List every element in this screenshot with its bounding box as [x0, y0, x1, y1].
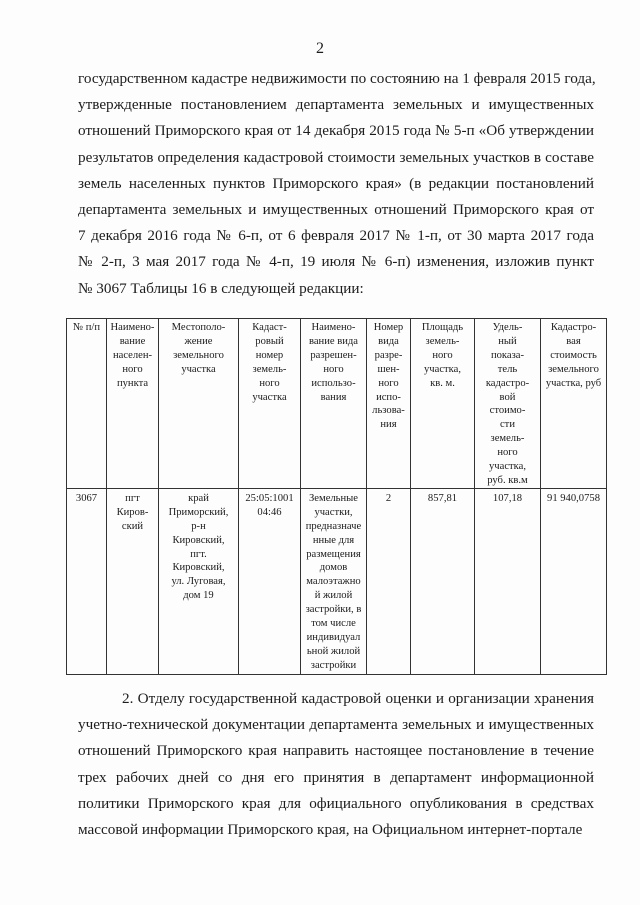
table-cell-text: домов — [319, 562, 348, 574]
column-header-text: сти — [499, 419, 515, 431]
table-cell-6 — [367, 488, 411, 674]
table-cell-text: Земельные — [308, 492, 359, 504]
column-header-text: тель — [497, 363, 518, 375]
column-header-text: стоимо- — [489, 405, 526, 417]
column-header-text: пункта — [116, 377, 149, 389]
cadastral-value-table — [66, 318, 607, 675]
column-header-text: льзова- — [372, 405, 405, 417]
column-header-text: ровый — [255, 335, 284, 347]
intro-line: земель населенных пунктов Приморского края» (в редакции постановлений — [78, 174, 594, 192]
table-cell-text: размещения — [306, 548, 361, 560]
column-header-4 — [239, 319, 301, 489]
column-header-text: Наимено- — [110, 322, 155, 333]
column-header-text: ного — [378, 377, 399, 389]
column-header-text: земель- — [490, 433, 525, 445]
column-header-text: ного — [323, 363, 344, 375]
intro-line: 7 декабря 2016 года № 6-п, от 6 февраля 2017 № 1-п, от 30 марта 2017 года — [78, 227, 594, 245]
closing-line: трех рабочих дней со дня его принятия в департамент информационной — [78, 768, 594, 786]
column-header-text: вой — [499, 391, 516, 403]
column-header-5 — [301, 319, 367, 489]
table-cell-text: пгт. — [190, 548, 207, 560]
column-header-text: земель- — [425, 335, 460, 347]
column-header-text: Номер — [373, 322, 404, 333]
column-header-text: вания — [320, 391, 347, 403]
column-header-text: Наимено- — [311, 322, 356, 333]
column-header-text: вида — [378, 335, 399, 347]
table-cell-2 — [107, 488, 159, 674]
table-cell-text: 91 940,0758 — [547, 492, 600, 504]
column-header-text: Площадь — [421, 322, 464, 333]
table-cell-7 — [411, 488, 475, 674]
column-header-text: ного — [259, 377, 280, 389]
intro-line: № 3067 Таблицы 16 в следующей редакции: — [78, 279, 364, 297]
table-cell-4 — [239, 488, 301, 674]
column-header-text: земельного — [548, 363, 599, 375]
closing-line: учетно-технической документации департамента земельных и имущественных — [78, 716, 594, 734]
column-header-text: участка, — [489, 461, 526, 473]
table-cell-text: дом 19 — [183, 590, 214, 602]
column-header-text: кадастро- — [485, 377, 530, 389]
column-header-text: населен- — [112, 349, 153, 361]
table-cell-text: Приморский, — [168, 506, 229, 518]
column-header-text: руб. кв.м — [487, 474, 528, 486]
closing-line: политики Приморского края для официального опубликования в средствах — [78, 794, 594, 812]
table-cell-text: й жилой — [314, 590, 353, 602]
column-header-text: земель- — [252, 363, 287, 375]
column-header-8 — [475, 319, 541, 489]
table-cell-text: малоэтажно — [306, 576, 361, 588]
table-cell-text: край — [188, 492, 209, 504]
table-cell-text: Киров- — [116, 506, 149, 518]
table-cell-8 — [475, 488, 541, 674]
column-header-text: участка, руб — [545, 377, 602, 389]
intro-line: № 2-п, 3 мая 2017 года № 4-п, 19 июля № 6-п) изменения, изложив пункт — [78, 253, 594, 271]
page-number: 2 — [316, 40, 324, 57]
table-cell-text: 107,18 — [492, 492, 523, 504]
table-cell-text: предназначе — [305, 520, 362, 532]
column-header-1 — [67, 319, 107, 489]
column-header-text: кв. м. — [430, 377, 455, 389]
table-row — [67, 488, 607, 674]
table-cell-text: 857,81 — [427, 492, 458, 504]
column-header-text: ный — [498, 335, 517, 347]
column-header-6 — [367, 319, 411, 489]
column-header-text: Удель- — [492, 322, 523, 333]
table-cell-text: 04:46 — [257, 506, 282, 518]
column-header-text: земельного — [173, 349, 224, 361]
table-cell-text: ьной жилой — [306, 645, 361, 657]
column-header-text: Кадастро- — [550, 322, 597, 333]
column-header-text: номер — [255, 349, 284, 361]
intro-line: отношений Приморского края от 14 декабря 2015 года № 5-п «Об утверждении — [78, 122, 594, 140]
table-cell-text: 2 — [385, 492, 392, 504]
table-cell-9 — [541, 488, 607, 674]
column-header-text: испо- — [376, 391, 401, 403]
column-header-3 — [159, 319, 239, 489]
intro-line: государственном кадастре недвижимости по состоянию на 1 февраля 2015 года, — [78, 70, 596, 87]
column-header-text: вание — [119, 335, 146, 347]
table-cell-text: застройки, в — [305, 604, 362, 616]
column-header-text: вая — [566, 335, 581, 347]
table-cell-text: индивидуал — [306, 631, 361, 643]
table-cell-text: 3067 — [75, 492, 98, 504]
column-header-9 — [541, 319, 607, 489]
closing-line: 2. Отделу государственной кадастровой оценки и организации хранения — [122, 690, 594, 707]
column-header-text: ного — [497, 447, 518, 459]
column-header-7 — [411, 319, 475, 489]
column-header-text: Кадаст- — [252, 322, 287, 333]
column-header-text: Местополо- — [171, 322, 226, 333]
column-header-text: разрешен- — [310, 349, 357, 361]
intro-paragraph — [78, 66, 594, 302]
table-cell-5 — [301, 488, 367, 674]
column-header-text: вание вида — [308, 335, 359, 347]
intro-line: департамента земельных и имущественных отношений Приморского края от — [78, 201, 594, 219]
column-header-text: участка — [252, 391, 287, 403]
table-cell-text: застройки — [310, 659, 357, 671]
closing-line: отношений Приморского края направить настоящее постановление в течение — [78, 742, 594, 760]
column-header-text: участка — [181, 363, 216, 375]
table-cell-text: Кировский, — [172, 534, 225, 546]
table-cell-text: 25:05:1001 — [245, 492, 294, 504]
table-header-row — [67, 319, 607, 489]
table-cell-1 — [67, 488, 107, 674]
column-header-2 — [107, 319, 159, 489]
table-cell-text: ул. Луговая, — [171, 576, 226, 588]
column-header-text: показа- — [490, 349, 525, 361]
column-header-text: шен- — [377, 363, 400, 375]
table-cell-text: пгт — [125, 492, 140, 504]
column-header-text: участка, — [424, 363, 461, 375]
column-header-text: разре- — [374, 349, 403, 361]
table-cell-text: участки, — [314, 506, 353, 518]
closing-paragraph — [78, 686, 594, 843]
table-cell-text: ский — [121, 520, 144, 532]
closing-line: массовой информации Приморского края, на Официальном интернет-портале — [78, 821, 583, 839]
column-header-text: жение — [184, 335, 213, 347]
table-cell-text: нные для — [312, 534, 355, 546]
table-cell-text: том числе — [311, 618, 356, 630]
column-header-text: ного — [122, 363, 143, 375]
table-cell-text: Кировский, — [172, 562, 225, 574]
intro-line: результатов определения кадастровой стоимости земельных участков в составе — [78, 148, 594, 166]
column-header-text: использо- — [311, 377, 356, 389]
column-header-text: стоимость — [550, 349, 597, 361]
table-cell-text: р-н — [191, 520, 206, 532]
column-header-text: ного — [432, 349, 453, 361]
column-header-text: № п/п — [72, 322, 101, 333]
column-header-text: ния — [380, 419, 397, 431]
intro-line: утвержденные постановлением департамента земельных и имущественных — [78, 96, 594, 114]
table-cell-3 — [159, 488, 239, 674]
